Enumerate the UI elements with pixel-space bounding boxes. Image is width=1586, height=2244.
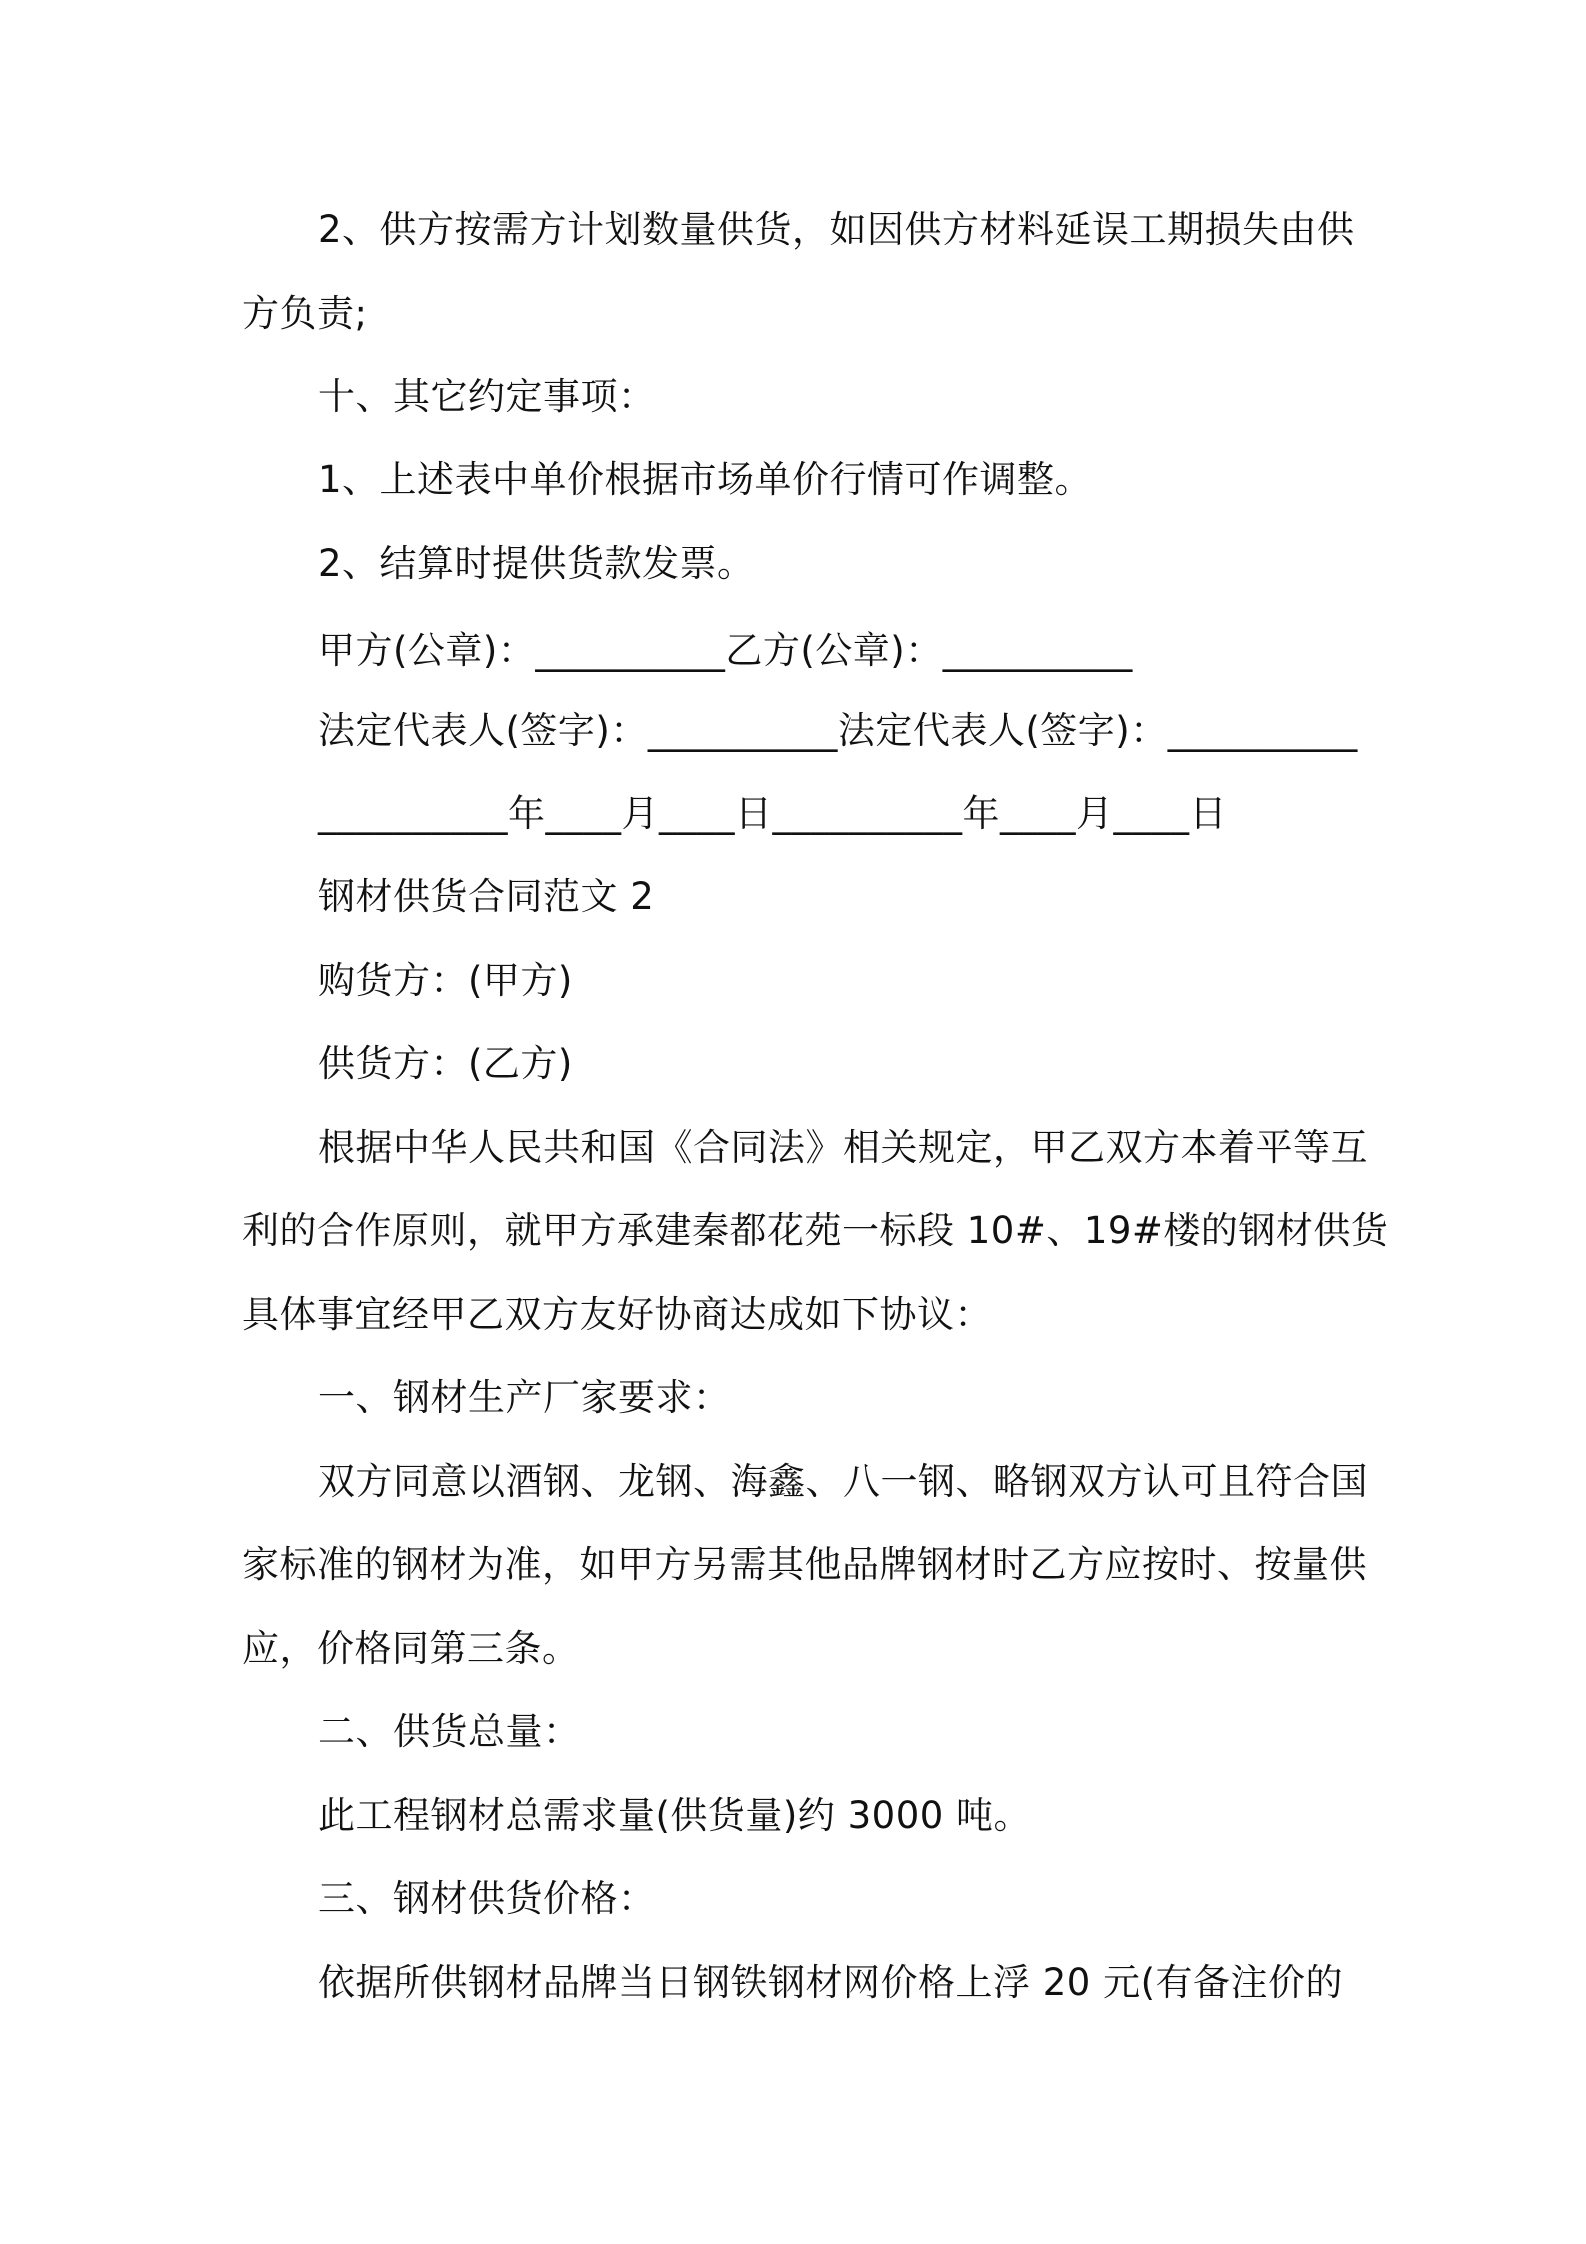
paragraph-line: 家标准的钢材为准，如甲方另需其他品牌钢材时乙方应按时、按量供 bbox=[242, 1543, 1367, 1586]
paragraph-line: 2、供方按需方计划数量供货，如因供方材料延误工期损失由供 bbox=[318, 208, 1355, 251]
paragraph-line: 方负责; bbox=[242, 292, 368, 335]
paragraph-line: 依据所供钢材品牌当日钢铁钢材网价格上浮 20 元(有备注价的 bbox=[318, 1961, 1344, 2004]
document-title: 钢材供货合同范文 2 bbox=[318, 875, 655, 918]
signature-line-representative: 法定代表人(签字)：__________法定代表人(签字)：__________ bbox=[318, 709, 1358, 752]
paragraph-line: 应，价格同第三条。 bbox=[242, 1627, 580, 1670]
section-heading: 一、钢材生产厂家要求： bbox=[318, 1376, 731, 1419]
paragraph-line: 1、上述表中单价根据市场单价行情可作调整。 bbox=[318, 458, 1093, 501]
paragraph-line: 根据中华人民共和国《合同法》相关规定，甲乙双方本着平等互 bbox=[318, 1126, 1368, 1169]
paragraph-line: 此工程钢材总需求量(供货量)约 3000 吨。 bbox=[318, 1794, 1032, 1837]
paragraph-line: 具体事宜经甲乙双方友好协商达成如下协议： bbox=[242, 1293, 992, 1336]
party-supplier: 供货方：(乙方) bbox=[318, 1042, 573, 1085]
paragraph-line: 利的合作原则，就甲方承建秦都花苑一标段 10#、19#楼的钢材供货 bbox=[242, 1209, 1389, 1252]
signature-line-date: __________年____月____日__________年____月____日 bbox=[318, 792, 1227, 835]
section-heading: 二、供货总量： bbox=[318, 1710, 581, 1753]
paragraph-line: 2、结算时提供货款发票。 bbox=[318, 542, 755, 585]
party-buyer: 购货方：(甲方) bbox=[318, 959, 573, 1002]
paragraph-line: 双方同意以酒钢、龙钢、海鑫、八一钢、略钢双方认可且符合国 bbox=[318, 1460, 1368, 1503]
signature-line-seal: 甲方(公章)：__________乙方(公章)：__________ bbox=[318, 629, 1133, 672]
section-heading: 三、钢材供货价格： bbox=[318, 1877, 656, 1920]
section-heading: 十、其它约定事项： bbox=[318, 375, 656, 418]
